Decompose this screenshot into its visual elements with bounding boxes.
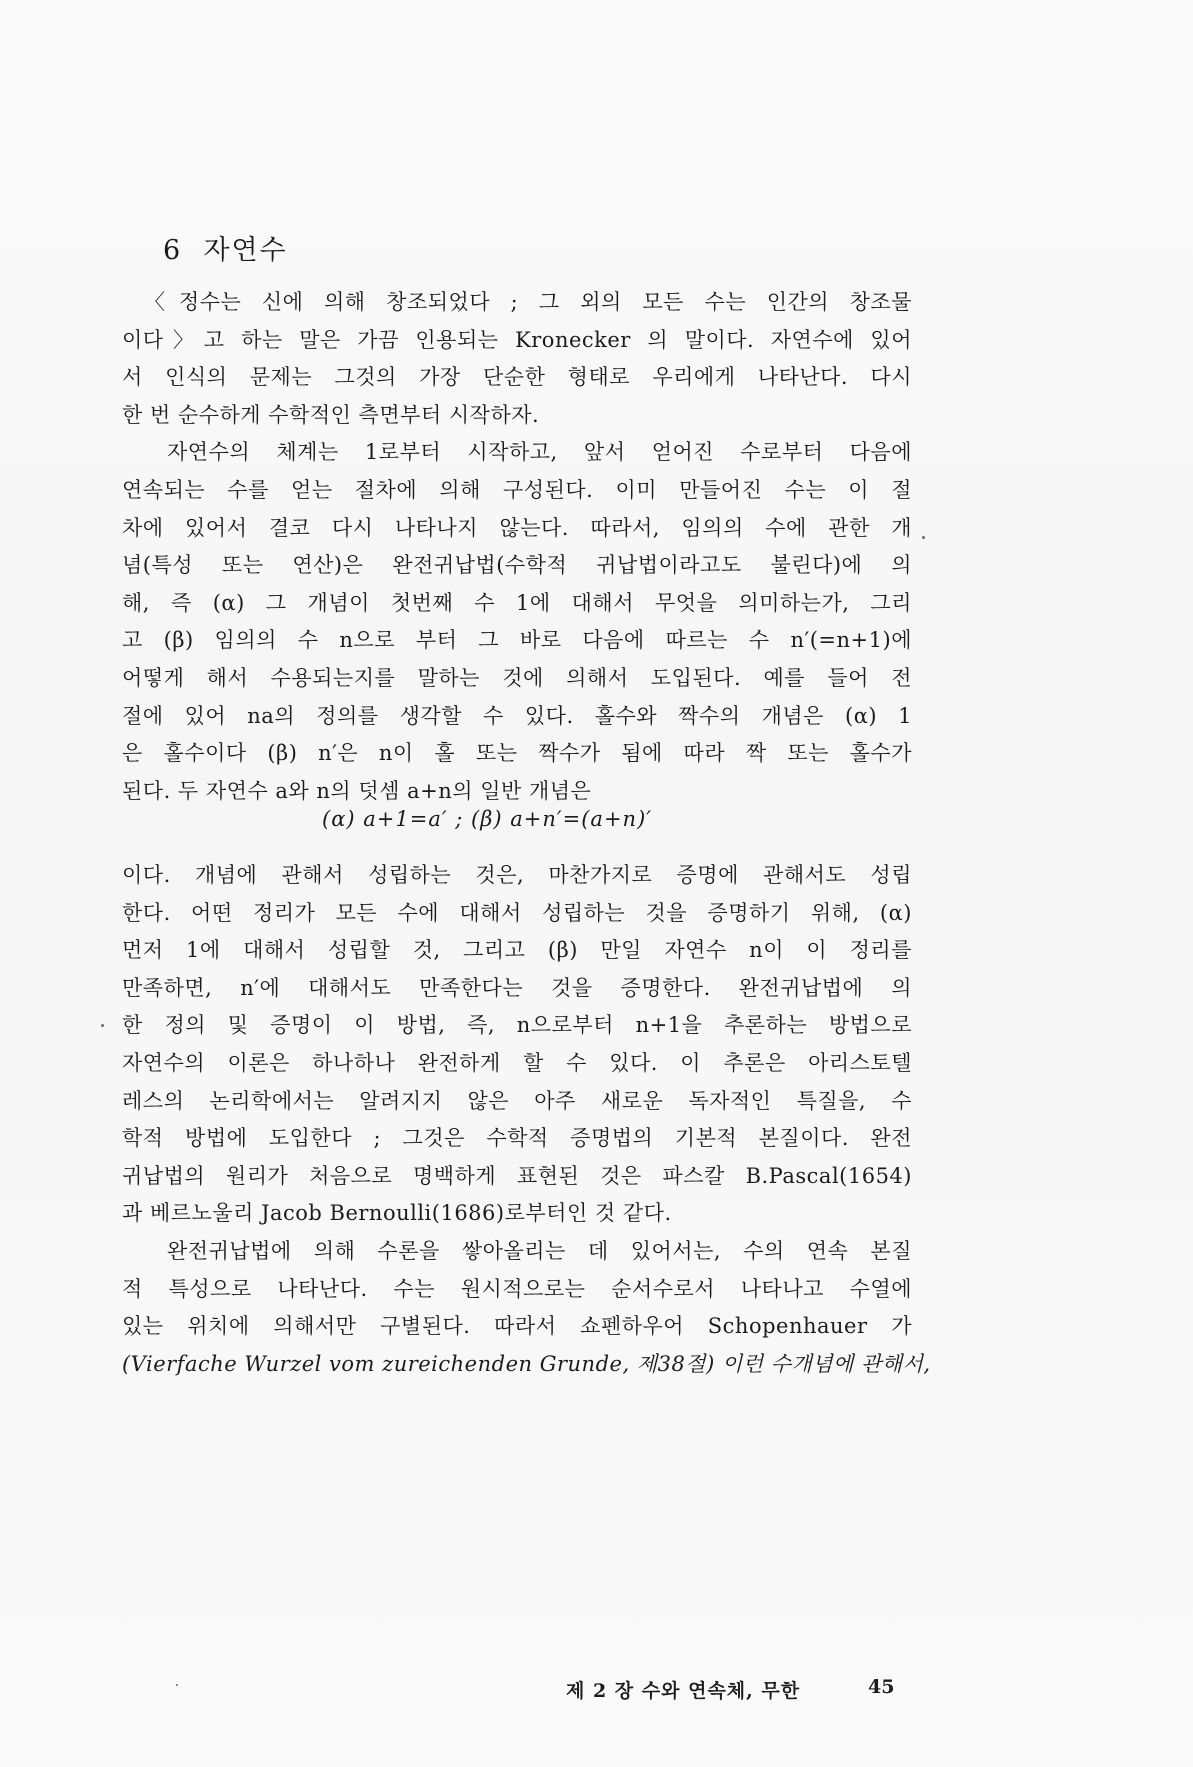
text-line: 절에 있어 na의 정의를 생각할 수 있다. 홀수와 짝수의 개념은 (α) 1 — [122, 703, 912, 728]
body-text-top — [122, 284, 912, 810]
text-line: 먼저 1에 대해서 성립할 것, 그리고 (β) 만일 자연수 n이 이 정리를 — [122, 938, 912, 963]
scan-speck — [101, 1024, 104, 1027]
text-line: 한 정의 및 증명이 이 방법, 즉, n으로부터 n+1을 추론하는 방법으로 — [122, 1013, 912, 1038]
page-footer — [0, 1676, 1193, 1706]
text-line: 념(특성 또는 연산)은 완전귀납법(수학적 귀납법이라고도 불린다)에 의 — [122, 553, 912, 578]
text-line: 이다. 개념에 관해서 성립하는 것은, 마찬가지로 증명에 관해서도 성립 — [122, 863, 912, 887]
section-heading — [163, 228, 288, 267]
scan-speck — [176, 1684, 178, 1686]
text-line: 한다. 어떤 정리가 모든 수에 대해서 성립하는 것을 증명하기 위해, (α) — [122, 900, 912, 925]
text-line: 연속되는 수를 얻는 절차에 의해 구성된다. 이미 만들어진 수는 이 절 — [122, 477, 912, 502]
section-number: 6 — [163, 235, 183, 266]
section-title-text: 자연수 — [203, 235, 288, 266]
text-line: 해, 즉 (α) 그 개념이 첫번째 수 1에 대해서 무엇을 의미하는가, 그리 — [122, 590, 912, 615]
text-line: 고 (β) 임의의 수 n으로 부터 그 바로 다음에 따르는 수 n′(=n+1)에 — [122, 628, 912, 653]
text-line: (Vierfache Wurzel vom zureichenden Grunde, 제38절) 이런 수개념에 관해서, — [122, 1351, 931, 1376]
text-line: 귀납법의 원리가 처음으로 명백하게 표현된 것은 파스칼 B.Pascal(1654) — [122, 1163, 912, 1188]
page-number: 45 — [868, 1676, 895, 1698]
text-line: 만족하면, n′에 대해서도 만족한다는 것을 증명한다. 완전귀납법에 의 — [122, 975, 912, 1000]
text-line: 자연수의 이론은 하나하나 완전하게 할 수 있다. 이 추론은 아리스토텔 — [122, 1050, 912, 1075]
formula: (α) a+1=a′ ; (β) a+n′=(a+n)′ — [322, 807, 653, 831]
text-line: 된다. 두 자연수 a와 n의 덧셈 a+n의 일반 개념은 — [122, 778, 592, 803]
text-line: 학적 방법에 도입한다 ; 그것은 수학적 증명법의 기본적 본질이다. 완전 — [122, 1126, 912, 1151]
text-line: 레스의 논리학에서는 알려지지 않은 아주 새로운 독자적인 특질을, 수 — [122, 1088, 912, 1113]
text-line: 완전귀납법에 의해 수론을 쌓아올리는 데 있어서는, 수의 연속 본질 — [167, 1238, 912, 1263]
text-line: 어떻게 해서 수용되는지를 말하는 것에 의해서 도입된다. 예를 들어 전 — [122, 665, 912, 690]
text-line: 있는 위치에 의해서만 구별된다. 따라서 쇼펜하우어 Schopenhauer 가 — [122, 1314, 912, 1339]
text-line: 차에 있어서 결코 다시 나타나지 않는다. 따라서, 임의의 수에 관한 개 — [122, 515, 912, 540]
chapter-title: 제 2 장 수와 연속체, 무한 — [566, 1680, 801, 1702]
scan-speck — [922, 536, 925, 539]
text-line: 자연수의 체계는 1로부터 시작하고, 앞서 얻어진 수로부터 다음에 — [167, 440, 912, 465]
text-line: 은 홀수이다 (β) n′은 n이 홀 또는 짝수가 됨에 따라 짝 또는 홀수가 — [122, 741, 912, 766]
text-line: 〈정수는 신에 의해 창조되었다 ; 그 외의 모든 수는 인간의 창조물 — [144, 290, 912, 314]
text-line: 과 베르노울리 Jacob Bernoulli(1686)로부터인 것 같다. — [122, 1201, 672, 1226]
body-text-bottom — [122, 857, 931, 1383]
text-line: 서 인식의 문제는 그것의 가장 단순한 형태로 우리에게 나타난다. 다시 — [122, 365, 912, 390]
text-line: 적 특성으로 나타난다. 수는 원시적으로는 순서수로서 나타나고 수열에 — [122, 1276, 912, 1301]
text-line: 한 번 순수하게 수학적인 측면부터 시작하자. — [122, 402, 540, 427]
text-line: 이다〉고 하는 말은 가끔 인용되는 Kronecker 의 말이다. 자연수에 있어 — [122, 327, 912, 352]
